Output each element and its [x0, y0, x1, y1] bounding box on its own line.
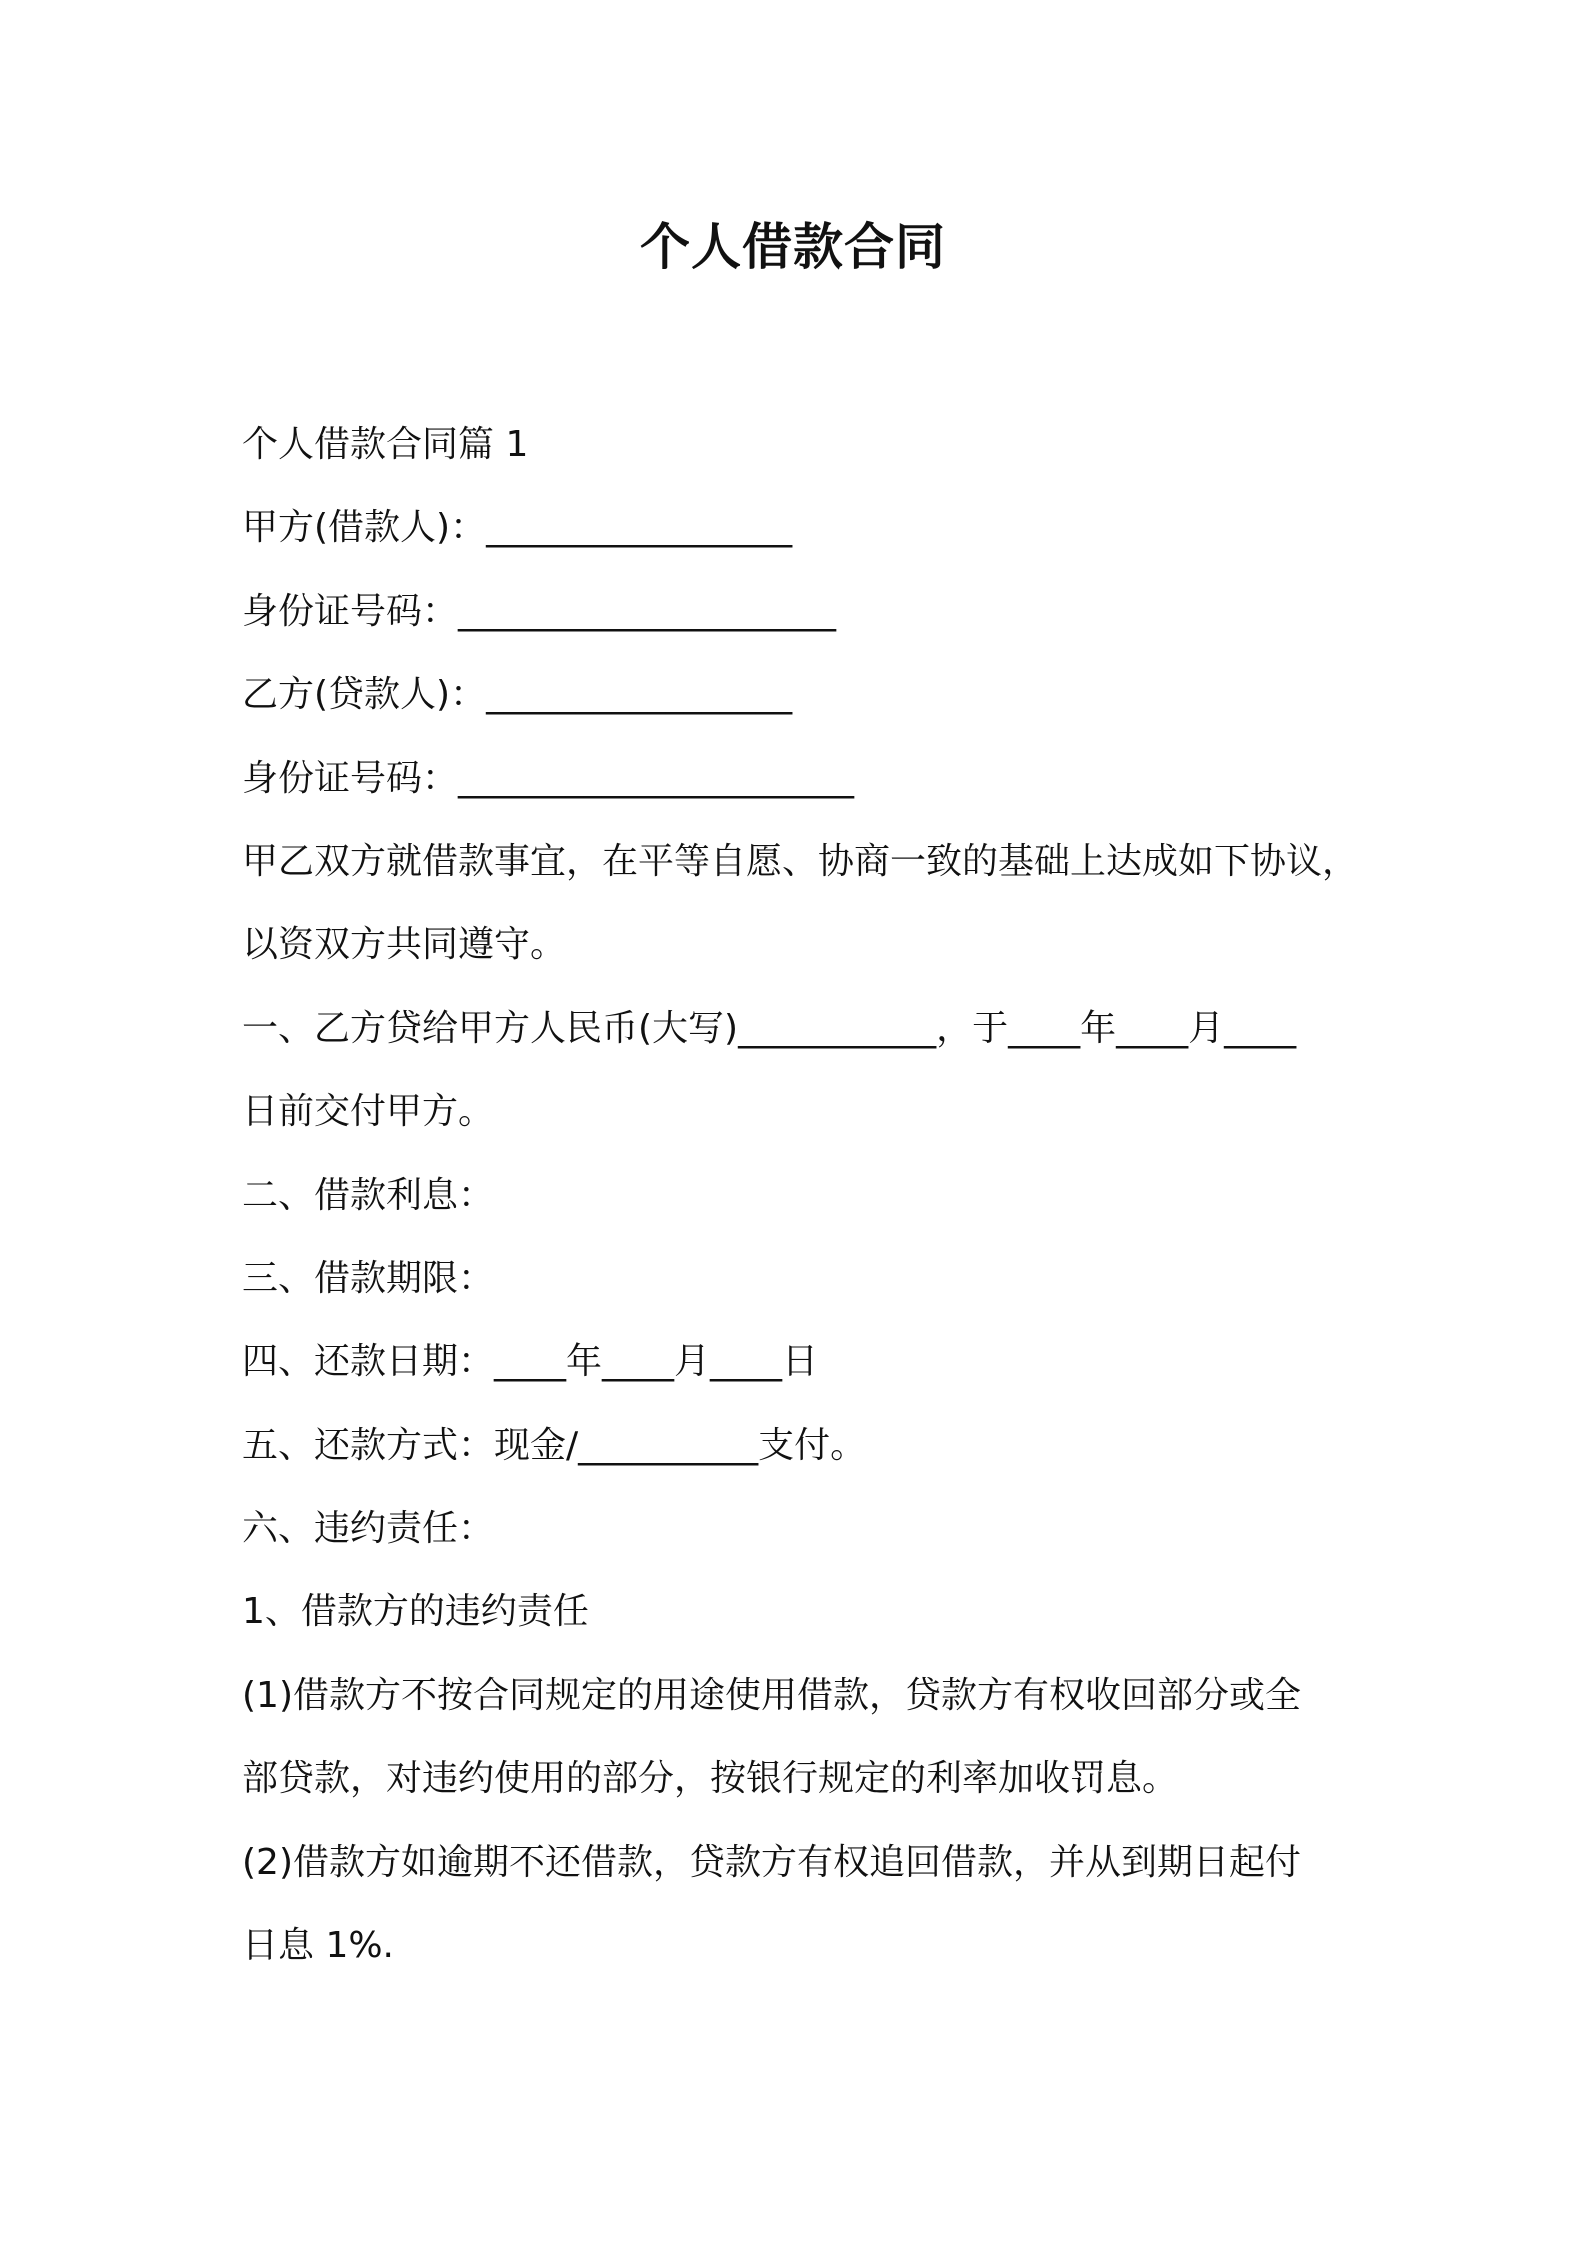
- clause-3-term: 三、借款期限：: [242, 1257, 495, 1299]
- clause-2-interest: 二、借款利息：: [242, 1174, 495, 1216]
- breach-item-1-line-2: 部贷款，对违约使用的部分，按银行规定的利率加收罚息。: [242, 1758, 1179, 1800]
- clause-1-line-2: 日前交付甲方。: [242, 1091, 495, 1133]
- party-b-field: 乙方(贷款人)：_________________: [242, 674, 793, 716]
- breach-item-2-line-2: 日息 1%.: [242, 1925, 394, 1967]
- party-b-id-field: 身份证号码：______________________: [242, 757, 855, 799]
- clause-1-line-1: 一、乙方贷给甲方人民币(大写)___________，于____年____月____: [242, 1007, 1297, 1049]
- breach-subheading: 1、借款方的违约责任: [242, 1591, 589, 1633]
- clause-6-breach: 六、违约责任：: [242, 1508, 495, 1550]
- party-a-id-field: 身份证号码：_____________________: [242, 590, 837, 632]
- clause-5-repayment-method: 五、还款方式：现金/__________支付。: [242, 1424, 867, 1466]
- section-heading: 个人借款合同篇 1: [242, 424, 529, 465]
- agreement-paragraph-line-2: 以资双方共同遵守。: [242, 924, 567, 966]
- agreement-paragraph-line-1: 甲乙双方就借款事宜，在平等自愿、协商一致的基础上达成如下协议，: [242, 840, 1359, 882]
- breach-item-2-line-1: (2)借款方如逾期不还借款，贷款方有权追回借款，并从到期日起付: [242, 1841, 1301, 1883]
- breach-item-1-line-1: (1)借款方不按合同规定的用途使用借款，贷款方有权收回部分或全: [242, 1674, 1301, 1716]
- document-title: 个人借款合同: [640, 218, 946, 276]
- document-body: [242, 403, 1362, 1987]
- clause-4-repayment-date: 四、还款日期：____年____月____日: [242, 1341, 819, 1383]
- party-a-field: 甲方(借款人)：_________________: [242, 507, 793, 549]
